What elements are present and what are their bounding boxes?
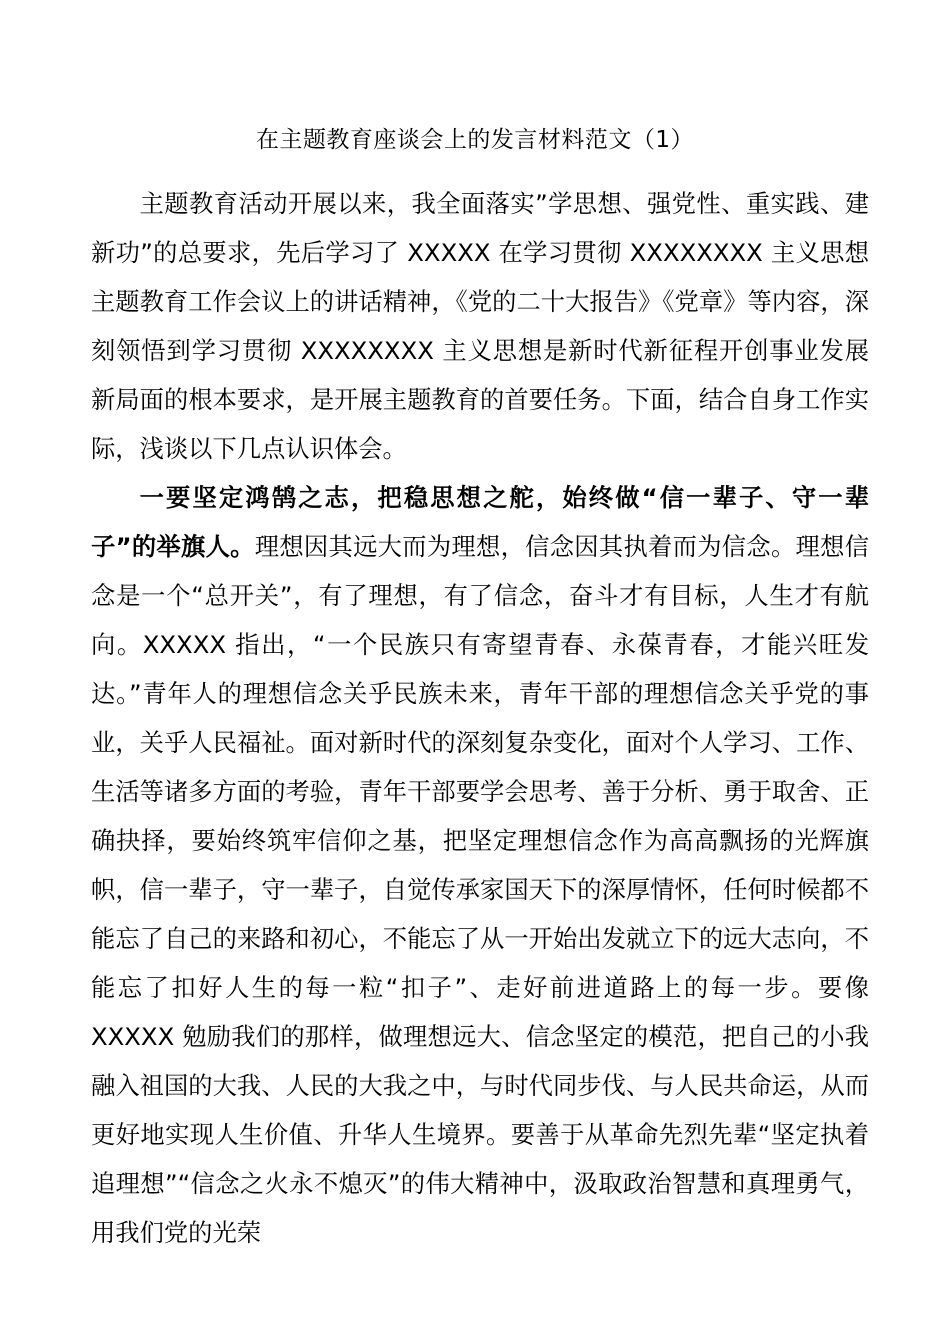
paragraph-point-one <box>91 473 869 1257</box>
paragraph-intro <box>91 179 869 473</box>
paragraph-intro-text: 主题教育活动开展以来，我全面落实”学思想、强党性、重实践、建新功”的总要求，先后学习了 XXXXX 在学习贯彻 XXXXXXXX 主义思想主题教育工作会议上的讲话精神，《党的二十大报告》《党章》等内容，深刻领悟到学习贯彻 XXXXXXXX 主义思想是新时代新征程开创事业发展新局面的根本要求，是开展主题教育的首要任务。下面，结合自身工作实际，浅谈以下几点认识体会。 <box>91 189 869 463</box>
paragraph-point-one-text: 理想因其远大而为理想，信念因其执着而为信念。理想信念是一个“总开关”，有了理想，有了信念，奋斗才有目标，人生才有航向。XXXXX 指出，“一个民族只有寄望青春、永葆青春，才能兴旺发达。”青年人的理想信念关乎民族未来，青年干部的理想信念关乎党的事业，关乎人民福祉。面对新时代的深刻复杂变化，面对个人学习、工作、生活等诸多方面的考验，青年干部要学会思考、善于分析、勇于取舍、正确抉择，要始终筑牢信仰之基，把坚定理想信念作为高高飘扬的光辉旗帜，信一辈子，守一辈子，自觉传承家国天下的深厚情怀，任何时候都不能忘了自己的来路和初心，不能忘了从一开始出发就立下的远大志向，不能忘了扣好人生的每一粒“扣子”、走好前进道路上的每一步。要像 XXXXX 勉励我们的那样，做理想远大、信念坚定的模范，把自己的小我融入祖国的大我、人民的大我之中，与时代同步伐、与人民共命运，从而更好地实现人生价值、升华人生境界。要善于从革命先烈先辈“坚定执着追理想”“信念之火永不熄灭”的伟大精神中，汲取政治智慧和真理勇气，用我们党的光荣 <box>91 532 870 1247</box>
document-body <box>91 179 869 1257</box>
document-title: 在主题教育座谈会上的发言材料范文（1） <box>255 127 695 153</box>
paragraph-point-one-heading: 一要坚定鸿鹄之志，把稳思想之舵，始终做“信一辈子、守一辈子”的举旗人。 <box>91 483 869 561</box>
